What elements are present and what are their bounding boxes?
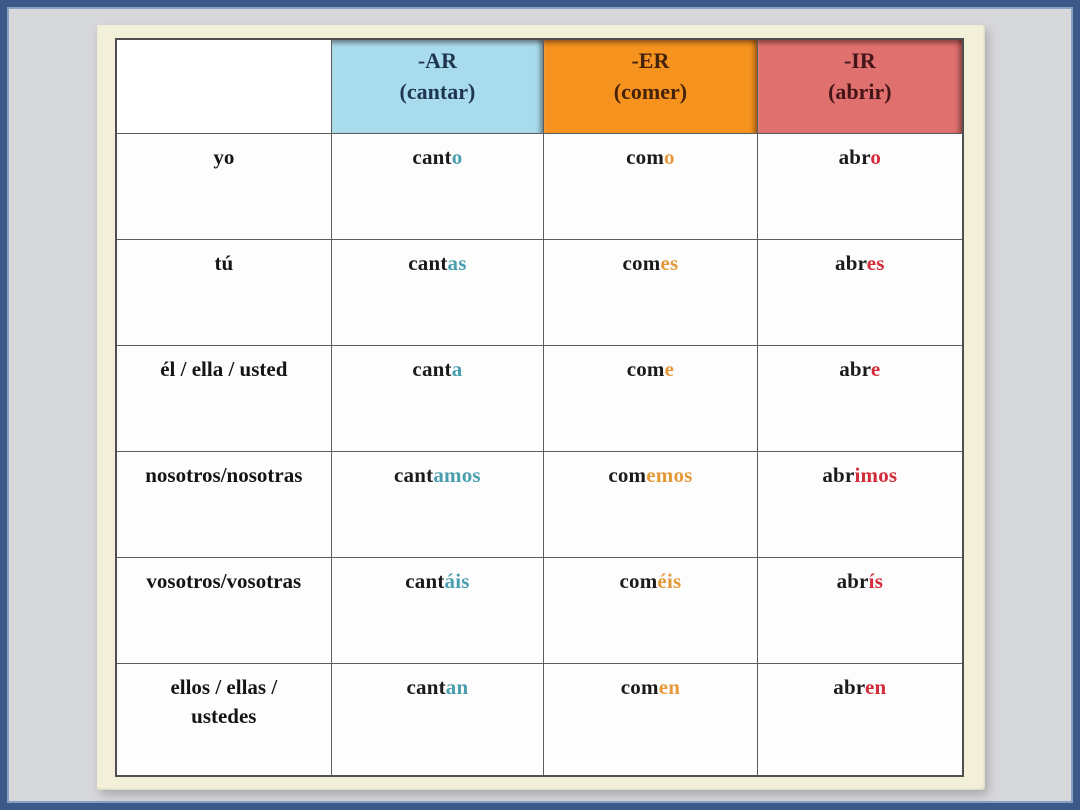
conjugation-cell-ir — [757, 663, 963, 776]
conjugation-cell-ar — [331, 663, 544, 776]
table-row — [116, 345, 963, 451]
verb-ending: o — [870, 144, 882, 169]
pronoun-line: ellos / ellas / — [170, 674, 278, 699]
table-row — [116, 557, 963, 663]
pronoun-cell — [116, 451, 331, 557]
verb-ending: en — [658, 674, 681, 699]
verb-stem: abr — [839, 356, 871, 381]
verb-stem: abr — [822, 462, 855, 487]
conjugation-cell-ir — [757, 557, 963, 663]
pronoun-line: ustedes — [191, 703, 257, 728]
pronoun-line: él / ella / usted — [160, 356, 288, 381]
conjugation-cell-ar — [331, 557, 544, 663]
conjugation-cell-ar — [331, 239, 544, 345]
conjugation-cell-er — [544, 133, 757, 239]
ir-header-infinitive: (abrir) — [828, 79, 892, 104]
table-row — [116, 239, 963, 345]
verb-ending: o — [451, 144, 463, 169]
verb-ending: es — [866, 250, 885, 275]
verb-ending: o — [664, 144, 675, 169]
conjugation-cell-er — [544, 451, 757, 557]
conjugation-cell-ir — [757, 345, 963, 451]
ir-header-cell — [757, 39, 963, 133]
verb-ending: an — [445, 674, 469, 699]
pronoun-cell — [116, 133, 331, 239]
pronoun-line: vosotros/vosotras — [146, 568, 302, 593]
conjugation-cell-ar — [331, 451, 544, 557]
conjugation-cell-ir — [757, 133, 963, 239]
verb-stem: com — [626, 144, 665, 169]
pronoun-line: tú — [214, 250, 234, 275]
er-header-title: -ER — [631, 48, 670, 73]
verb-ending: as — [447, 250, 467, 275]
table-row — [116, 451, 963, 557]
verb-ending: e — [664, 356, 675, 381]
verb-ending: amos — [433, 462, 481, 487]
ar-header-infinitive: (cantar) — [399, 79, 476, 104]
verb-stem: com — [622, 250, 661, 275]
verb-stem: cant — [408, 250, 448, 275]
verb-stem: cant — [406, 674, 446, 699]
pronoun-line: nosotros/nosotras — [145, 462, 303, 487]
verb-ending: es — [660, 250, 679, 275]
conjugation-cell-er — [544, 239, 757, 345]
verb-ending: e — [870, 356, 881, 381]
er-header-cell — [544, 39, 757, 133]
conjugation-cell-ar — [331, 345, 544, 451]
verb-stem: cant — [394, 462, 434, 487]
ar-header-title: -AR — [417, 48, 457, 73]
verb-stem: com — [620, 674, 659, 699]
conjugation-cell-ir — [757, 239, 963, 345]
verb-ending: en — [864, 674, 887, 699]
verb-ending: ís — [868, 568, 884, 593]
verb-stem: abr — [836, 568, 869, 593]
conjugation-cell-er — [544, 663, 757, 776]
verb-stem: com — [626, 356, 665, 381]
verb-ending: áis — [444, 568, 470, 593]
pronoun-cell — [116, 239, 331, 345]
table-row — [116, 663, 963, 776]
verb-stem: cant — [412, 356, 452, 381]
verb-stem: abr — [838, 144, 871, 169]
verb-stem: abr — [835, 250, 867, 275]
pronoun-cell — [116, 557, 331, 663]
ir-header-title: -IR — [843, 48, 876, 73]
verb-stem: com — [608, 462, 647, 487]
er-header-infinitive: (comer) — [613, 79, 688, 104]
pronoun-cell — [116, 663, 331, 776]
header-row — [116, 39, 963, 133]
pronoun-header-cell — [116, 39, 331, 133]
verb-stem: cant — [412, 144, 452, 169]
verb-ending: a — [451, 356, 463, 381]
verb-ending: imos — [854, 462, 898, 487]
conjugation-cell-ar — [331, 133, 544, 239]
table-row — [116, 133, 963, 239]
ar-header-cell — [331, 39, 544, 133]
verb-ending: emos — [646, 462, 693, 487]
conjugation-cell-er — [544, 345, 757, 451]
pronoun-cell — [116, 345, 331, 451]
table-frame — [97, 25, 985, 790]
conjugation-rows — [116, 133, 963, 776]
pronoun-line: yo — [213, 144, 235, 169]
verb-stem: abr — [833, 674, 865, 699]
conjugation-table — [115, 38, 964, 777]
conjugation-cell-ir — [757, 451, 963, 557]
verb-ending: éis — [657, 568, 682, 593]
verb-stem: com — [619, 568, 658, 593]
verb-stem: cant — [405, 568, 445, 593]
conjugation-cell-er — [544, 557, 757, 663]
